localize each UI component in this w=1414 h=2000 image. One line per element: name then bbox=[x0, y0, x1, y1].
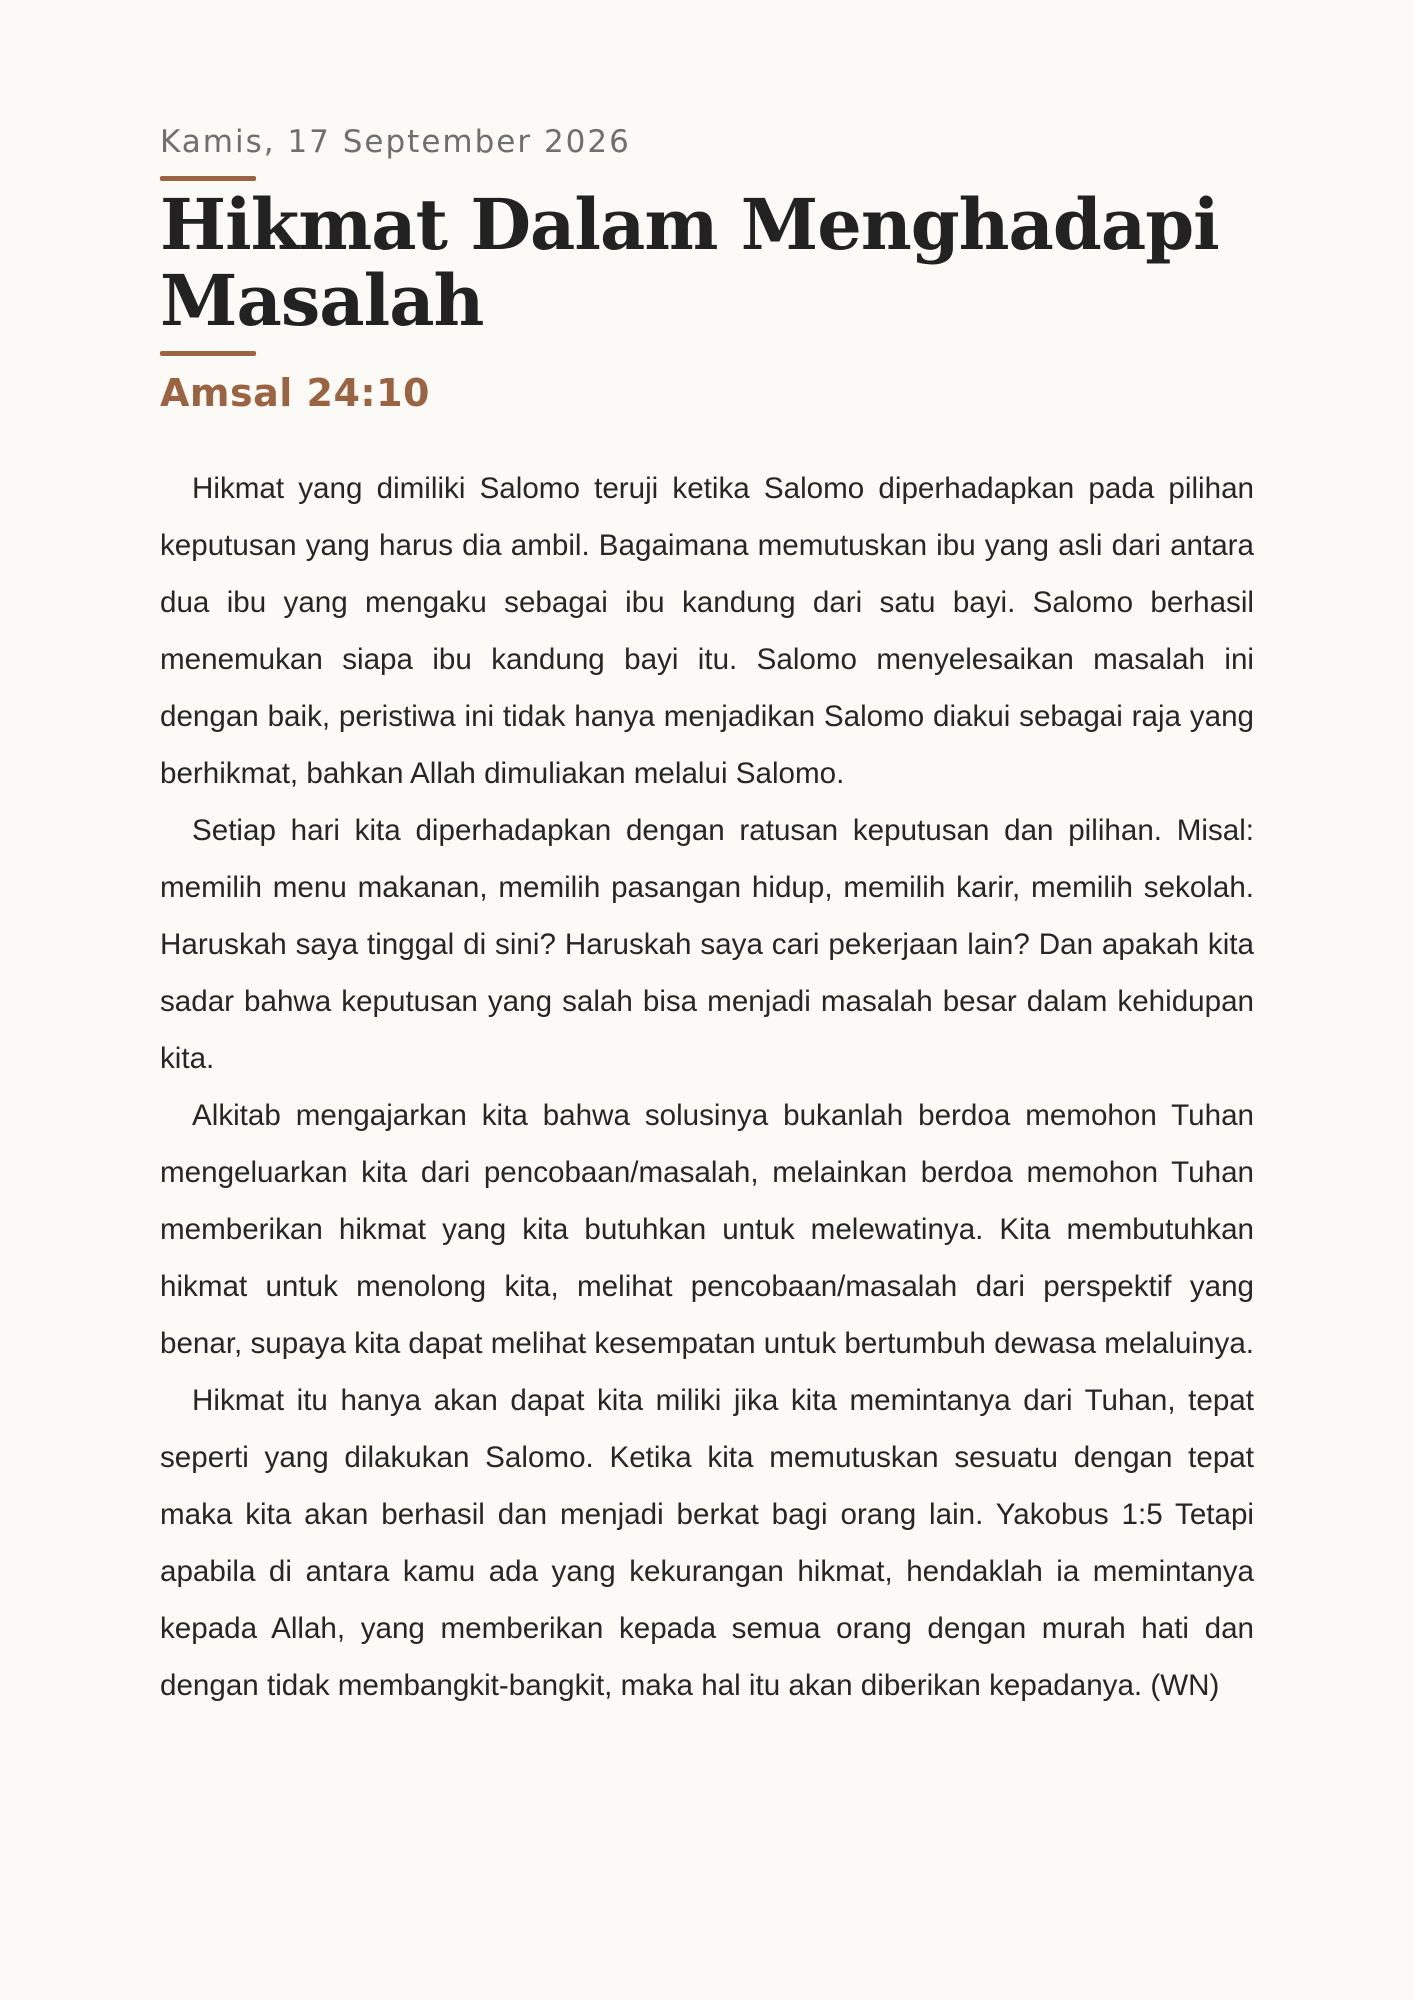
accent-divider-bottom bbox=[160, 351, 256, 356]
body-paragraph-2: Setiap hari kita diperhadapkan dengan ratusan keputusan dan pilihan. Misal: memilih menu makanan, memilih pasangan hidup, memilih karir, memilih sekolah. Haruskah saya tinggal di sini? Haruskah saya cari pekerjaan lain? Dan apakah kita sadar bahwa keputusan yang salah bisa menjadi masalah besar dalam kehidupan kita. bbox=[160, 814, 1254, 1075]
body-paragraph-1: Hikmat yang dimiliki Salomo teruji ketika Salomo diperhadapkan pada pilihan keputusan yang harus dia ambil. Bagaimana memutuskan ibu yang asli dari antara dua ibu yang mengaku sebagai ibu kandung dari satu bayi. Salomo berhasil menemukan siapa ibu kandung bayi itu. Salomo menyelesaikan masalah ini dengan baik, peristiwa ini tidak hanya menjadikan Salomo diakui sebagai raja yang berhikmat, bahkan Allah dimuliakan melalui Salomo. bbox=[160, 472, 1254, 790]
devotional-page bbox=[160, 120, 1254, 1714]
body-paragraph-3: Alkitab mengajarkan kita bahwa solusinya bukanlah berdoa memohon Tuhan mengeluarkan kita dari pencobaan/masalah, melainkan berdoa memohon Tuhan memberikan hikmat yang kita butuhkan untuk melewatinya. Kita membutuhkan hikmat untuk menolong kita, melihat pencobaan/masalah dari perspektif yang benar, supaya kita dapat melihat kesempatan untuk bertumbuh dewasa melaluinya. bbox=[160, 1099, 1255, 1360]
date-line: Kamis, 17 September 2026 bbox=[160, 124, 631, 160]
page-title: Hikmat Dalam Menghadapi Masalah bbox=[160, 183, 1219, 342]
body-paragraph-4: Hikmat itu hanya akan dapat kita miliki jika kita memintanya dari Tuhan, tepat seperti yang dilakukan Salomo. Ketika kita memutuskan sesuatu dengan tepat maka kita akan berhasil dan menjadi berkat bagi orang lain. Yakobus 1:5 Tetapi apabila di antara kamu ada yang kekurangan hikmat, hendaklah ia memintanya kepada Allah, yang memberikan kepada semua orang dengan murah hati dan dengan tidak membangkit-bangkit, maka hal itu akan diberikan kepadanya. (WN) bbox=[160, 1384, 1254, 1702]
accent-divider-top bbox=[160, 176, 256, 181]
article-body bbox=[160, 460, 1254, 1714]
scripture-reference: Amsal 24:10 bbox=[160, 371, 430, 415]
